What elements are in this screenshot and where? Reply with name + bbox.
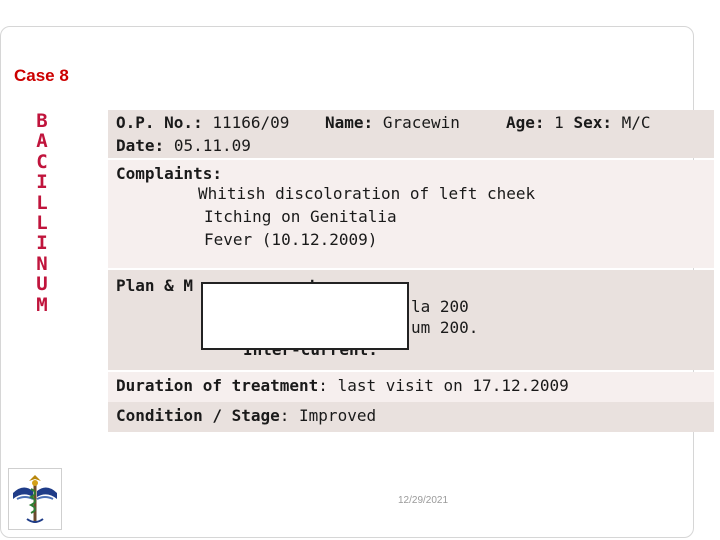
plan-row (108, 270, 714, 370)
duration-row (108, 372, 714, 402)
vertical-letter: B (36, 110, 48, 132)
complaint-item: Itching on Genitalia (204, 207, 397, 226)
condition-stage (116, 406, 376, 425)
condition-row (108, 402, 714, 432)
emblem-icon (9, 469, 61, 529)
condition-label: Condition / Stage (116, 406, 280, 425)
complaints-label: Complaints: (116, 164, 222, 183)
plan-line-fragment: um 200. (411, 318, 479, 337)
patient-name-label: Name: (325, 113, 374, 132)
duration-label: Duration of treatment (116, 376, 319, 395)
patient-header-row (108, 110, 714, 158)
op-number-value: 11166/09 (212, 113, 290, 132)
redaction-box (201, 282, 409, 350)
duration-of-treatment (116, 376, 569, 395)
vertical-letter: L (36, 212, 48, 235)
vertical-letter: C (36, 150, 48, 173)
vertical-letter: A (36, 130, 48, 153)
footer-date: 12/29/2021 (398, 495, 449, 506)
age-value: 1 (554, 113, 564, 132)
patient-name (325, 113, 460, 132)
vertical-letter: M (36, 293, 48, 316)
plan-label: Plan & M (116, 276, 194, 295)
complaint-item: Fever (10.12.2009) (204, 230, 378, 249)
vertical-letter: I (36, 232, 48, 255)
vertical-letter: U (36, 273, 48, 296)
case-title: Case 8 (14, 66, 69, 85)
vertical-letter: N (36, 252, 48, 275)
age-label: Age: (506, 113, 545, 132)
sex-label: Sex: (573, 113, 612, 132)
patient-age-sex (506, 113, 651, 132)
visit-date-label: Date: (116, 136, 165, 155)
plan-line-fragment: la 200 (411, 297, 469, 316)
visit-date-value: 05.11.09 (173, 136, 251, 155)
condition-value: : Improved (279, 406, 377, 425)
op-number-label: O.P. No.: (116, 113, 203, 132)
vertical-letter: I (36, 171, 48, 194)
vertical-letter: L (36, 191, 48, 214)
sex-value: M/C (621, 113, 651, 132)
op-number (116, 113, 289, 132)
patient-name-value: Gracewin (382, 113, 460, 132)
vertical-remedy-label (32, 111, 52, 315)
complaint-item: Whitish discoloration of left cheek (198, 184, 536, 203)
institution-emblem-logo (8, 468, 62, 530)
complaints-row (108, 160, 714, 268)
duration-value: : last visit on 17.12.2009 (318, 376, 569, 395)
visit-date (116, 136, 251, 155)
